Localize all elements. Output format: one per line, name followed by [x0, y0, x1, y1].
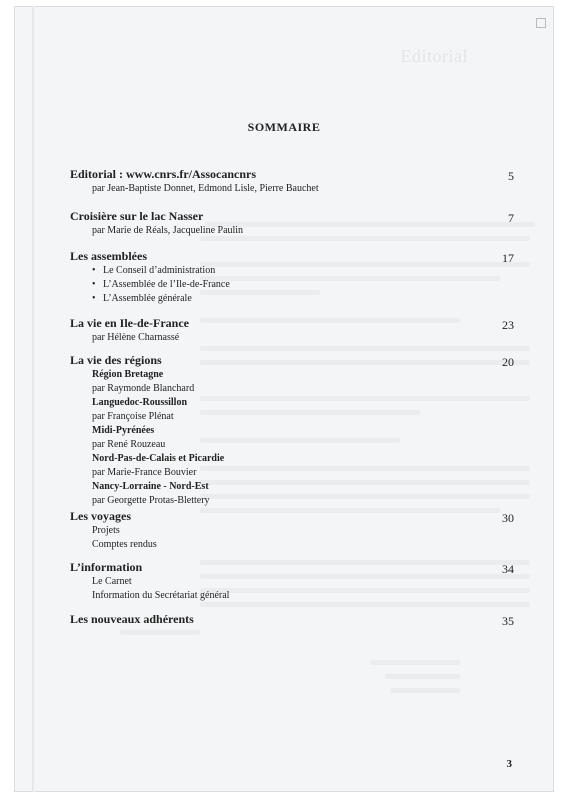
- author-line: par Raymonde Blanchard: [92, 383, 195, 394]
- folio-page-number: 3: [506, 758, 512, 770]
- toc-entry-adherents: [70, 612, 514, 627]
- author-line: par Hélène Charnassé: [92, 332, 180, 343]
- section-title: Les assemblées: [70, 249, 147, 263]
- author-line: par Jean-Baptiste Donnet, Edmond Lisle, Pierre Bauchet: [92, 183, 319, 194]
- region-name: Région Bretagne: [92, 369, 164, 380]
- page-title: SOMMAIRE: [247, 120, 321, 134]
- page-number: 7: [508, 211, 514, 225]
- page-number: 30: [502, 511, 514, 525]
- author-line: par Georgette Protas-Blettery: [92, 495, 210, 506]
- section-title: Les nouveaux adhérents: [70, 612, 194, 626]
- page-number: 35: [502, 614, 514, 628]
- page-number: 17: [502, 251, 514, 265]
- region-name: Languedoc-Roussillon: [92, 397, 188, 408]
- author-line: par Françoise Plénat: [92, 411, 174, 422]
- sub-item: Comptes rendus: [92, 539, 157, 550]
- toc-entry-vie-regions: [70, 353, 514, 508]
- region-name: Nord-Pas-de-Calais et Picardie: [92, 453, 225, 464]
- region-name: Midi-Pyrénées: [92, 425, 155, 436]
- toc-entry-voyages: [70, 509, 514, 552]
- bullet-icon: •: [92, 293, 96, 304]
- toc-entry-croisiere: [70, 209, 514, 238]
- list-item: • L’Assemblée générale: [92, 293, 192, 304]
- section-title: La vie des régions: [70, 353, 162, 367]
- bullet-icon: •: [92, 265, 96, 276]
- list-item: • Le Conseil d’administration: [92, 265, 216, 276]
- bleed-line: [200, 346, 530, 351]
- running-title: Editorial: [400, 46, 468, 66]
- section-title: Editorial : www.cnrs.fr/Assocancnrs: [70, 167, 256, 181]
- page-number: 5: [508, 169, 514, 183]
- section-title: Croisière sur le lac Nasser: [70, 209, 204, 223]
- bleed-line: [370, 660, 460, 665]
- section-title: L’information: [70, 560, 143, 574]
- toc-entry-assemblees: [70, 249, 514, 306]
- bleed-line: [385, 674, 460, 679]
- toc-entry-vie-idf: [70, 316, 514, 345]
- bleed-line: [120, 630, 200, 635]
- sub-item: Projets: [92, 525, 120, 536]
- bullet-icon: •: [92, 279, 96, 290]
- corner-mark: [536, 18, 546, 28]
- page-number: 34: [502, 562, 514, 576]
- author-line: par Marie-France Bouvier: [92, 467, 197, 478]
- page-number: 20: [502, 355, 514, 369]
- page-number: 23: [502, 318, 514, 332]
- section-title: Les voyages: [70, 509, 131, 523]
- bleed-line: [390, 688, 460, 693]
- author-line: par Marie de Réals, Jacqueline Paulin: [92, 225, 244, 236]
- toc-entry-editorial: [70, 167, 514, 196]
- sub-item: Information du Secrétariat général: [92, 590, 230, 601]
- author-line: par René Rouzeau: [92, 439, 166, 450]
- toc-entry-information: [70, 560, 514, 603]
- region-name: Nancy-Lorraine - Nord-Est: [92, 481, 209, 492]
- sub-item: Le Carnet: [92, 576, 132, 587]
- list-item: • L’Assemblée de l’Ile-de-France: [92, 279, 230, 290]
- section-title: La vie en Ile-de-France: [70, 316, 189, 330]
